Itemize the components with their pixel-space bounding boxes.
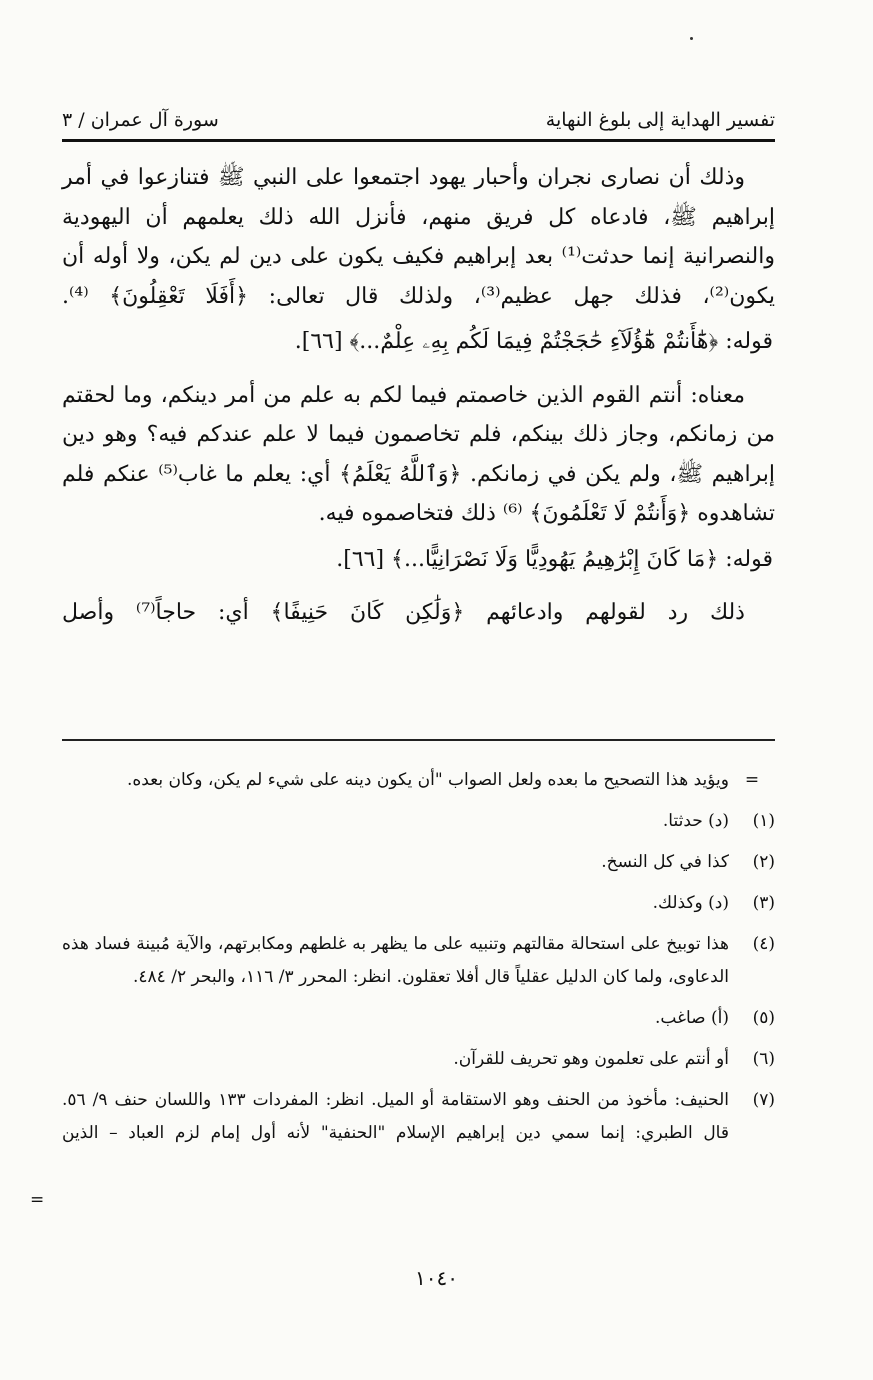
footnote-5 xyxy=(62,1002,775,1035)
footnote-text: أو أنتم على تعلمون وهو تحريف للقرآن. xyxy=(453,1049,729,1069)
footnote-3 xyxy=(62,887,775,920)
footnote-rule xyxy=(62,739,775,741)
running-header xyxy=(62,98,775,132)
footnote-2 xyxy=(62,846,775,879)
footnote-text: الحنيف: مأخوذ من الحنف وهو الاستقامة أو الميل. انظر: المفردات ١٣٣ واللسان حنف ٩/ ٥٦. قال الطبري: إنما سمي دين إبراهيم الإسلام "الحنفية" لأنه أول إمام لزم العباد – الذين xyxy=(62,1090,729,1143)
continuation-mark: = xyxy=(30,1190,45,1210)
verse-heading-2: قوله: ﴿مَا كَانَ إِبْرَٰهِيمُ يَهُودِيًّا وَلَا نَصْرَانِيًّا...﴾ [٦٦]. xyxy=(336,546,773,572)
footnote-text: ويؤيد هذا التصحيح ما بعده ولعل الصواب "أن يكون دينه على شيء لم يكن، وكان بعده. xyxy=(126,770,729,790)
paragraph-3: ذلك رد لقولهم وادعائهم ﴿وَلَٰكِن كَانَ حَنِيفًا﴾ أي: حاجاً⁽⁷⁾ وأصل xyxy=(62,600,745,625)
paragraph-1: وذلك أن نصارى نجران وأحبار يهود اجتمعوا على النبي ﷺ فتنازعوا في أمر إبراهيم ﷺ، فادعاه كل فريق منهم، فأنزل الله ذلك يعلمهم أن اليهودية والنصرانية إنما حدثت⁽¹⁾ بعد إبراهيم فكيف يكون على دين لم يكن، ولا أوله أن يكون⁽²⁾، فذلك جهل عظيم⁽³⁾، ولذلك قال تعالى: ﴿أَفَلَا تَعْقِلُونَ﴾ ⁽⁴⁾. xyxy=(62,165,776,309)
footnote-1 xyxy=(62,805,775,838)
footnotes xyxy=(62,764,775,1158)
page-number: ١٠٤٠ xyxy=(415,1266,458,1290)
footnote-number: (٤) xyxy=(752,934,775,954)
footnote-text: (أ) صاغب. xyxy=(655,1008,729,1028)
footnote-4 xyxy=(62,928,775,994)
main-text xyxy=(62,158,775,633)
footnote-number: (٥) xyxy=(752,1008,775,1028)
footnote-text: (د) حدثتا. xyxy=(662,811,729,831)
footnote-number: (٦) xyxy=(752,1049,775,1069)
header-book-title: تفسير الهداية إلى بلوغ النهاية xyxy=(545,109,775,131)
footnote-number: (١) xyxy=(752,811,775,831)
footnote-text: كذا في كل النسخ. xyxy=(601,852,729,872)
verse-heading-1: قوله: ﴿هَٰٓأَنتُمْ هَٰٓؤُلَآءِ حَٰجَجْتُمْ فِيمَا لَكُم بِهِۦ عِلْمٌ...﴾ [٦٦]. xyxy=(294,329,773,354)
header-section: سورة آل عمران / ٣ xyxy=(62,109,219,131)
footnote-number: (٧) xyxy=(752,1090,775,1110)
footnote-continuation xyxy=(62,764,775,797)
footnote-number: = xyxy=(744,770,760,790)
footnote-number: (٢) xyxy=(752,852,775,872)
paragraph-2: معناه: أنتم القوم الذين خاصمتم فيما لكم به علم من أمر دينكم، وما لحقتم من زمانكم، وجاز ذلك بينكم، فلم تخاصمون فيما لا علم عندكم فيه؟ وهو دين إبراهيم ﷺ، ولم يكن في زمانكم. ﴿وَٱللَّهُ يَعْلَمُ﴾ أي: يعلم ما غاب⁽⁵⁾ عنكم فلم تشاهدوه ﴿وَأَنتُمْ لَا تَعْلَمُونَ﴾ ⁽⁶⁾ ذلك فتخاصموه فيه. xyxy=(62,382,775,526)
footnote-6 xyxy=(62,1043,775,1076)
footnote-number: (٣) xyxy=(752,893,775,913)
scan-speck xyxy=(690,37,693,40)
footnote-text: (د) وكذلك. xyxy=(652,893,729,913)
footnote-7 xyxy=(62,1084,775,1150)
footnote-text: هذا توبيخ على استحالة مقالتهم وتنبيه على ما يظهر به غلطهم ومكابرتهم، والآية مُبينة فساد هذه الدعاوى، ولما كان الدليل عقلياً قال أفلا تعقلون. انظر: المحرر ٣/ ١١٦، والبحر ٢/ ٤٨٤. xyxy=(62,934,729,987)
header-rule xyxy=(62,139,775,142)
